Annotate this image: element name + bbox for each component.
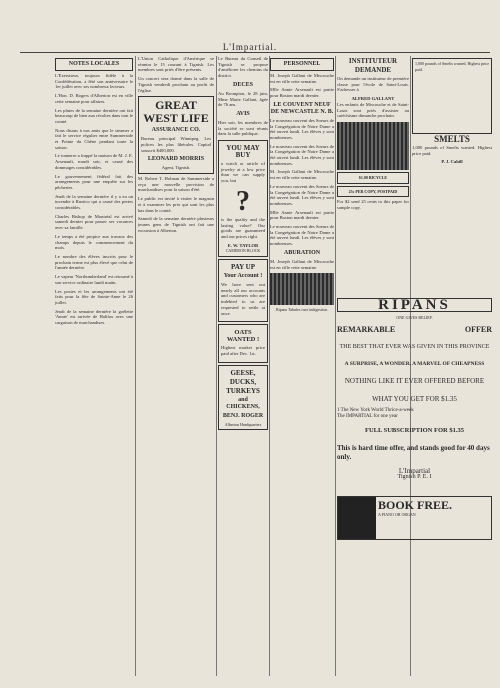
ad-line: GEESE, bbox=[230, 368, 256, 377]
local-note: Le nombre des élèves inscrits pour le prochain terme est plus élevé que celui de l'année dernière. bbox=[55, 253, 133, 271]
remarkable-offer-heading bbox=[337, 327, 492, 333]
ad-line: DUCKS, bbox=[229, 377, 257, 386]
ad-text: Highest market price paid after Dec. 1st. bbox=[221, 345, 265, 356]
ripans-ad-subtitle: ONE GIVES RELIEF. bbox=[396, 315, 433, 320]
ad-text: We have sent out nearly all our accounts and customers who are indebted to us are requested to settle at once. bbox=[221, 282, 265, 316]
signature-line: L'Impartial bbox=[398, 467, 431, 475]
article-text: Le nouveau couvent des Soeurs de la Congrégation de Notre Dame a été ouvert lundi. Les élèves y sont nombreuses. bbox=[270, 143, 334, 166]
article-text: Le Bureau du Conseil de Tignish se propose d'améliorer les chemins du district. bbox=[218, 56, 268, 79]
ad-heading: PAY UP bbox=[230, 263, 256, 272]
advertiser-name: P. J. Cahill bbox=[441, 159, 463, 165]
article-text: Les enfants de Miscouche et de Saint-Louis sont priés d'assister au catéchisme dimanche prochain. bbox=[337, 101, 409, 119]
local-note: Les pluies de la semaine dernière ont fait beaucoup de bien aux récoltes dans tout le comté. bbox=[55, 107, 133, 124]
agent-place: Agent, Tignish. bbox=[161, 165, 191, 171]
book-free-ad-text bbox=[376, 497, 491, 539]
offer-line: WHAT YOU GET FOR $1.35 bbox=[372, 395, 457, 403]
piano-illustration bbox=[338, 497, 376, 539]
article-text: M. Joseph Gallant de Miscouche est en ville cette semaine. bbox=[270, 73, 334, 84]
advertiser-name: ALFRED GALLANT bbox=[351, 96, 395, 102]
article-text: 1,000 pounds of Smelts wanted. Highest price paid. bbox=[412, 145, 492, 156]
article-text: Un concert sera donné dans la salle de Tignish vendredi prochain au profit de l'église. bbox=[138, 76, 214, 93]
ad-subheading: ASSURANCE CO. bbox=[151, 127, 201, 134]
local-note: L'Exersiseur, toujours fidèle à la Confédération, a fêté son anniversaire le 1er juillet avec ses nombreux lecteurs. bbox=[55, 73, 133, 90]
article-text: On demande un instituteur de première classe pour l'école de Saint-Louis. S'adresser à bbox=[337, 76, 409, 93]
local-note: Le vapeur 'Northumberland' est retourné à son service ordinaire lundi matin. bbox=[55, 274, 133, 285]
article-text: For $2 send 25 cents to this paper for sample copy. bbox=[337, 199, 409, 211]
article-text: Le nouveau couvent des Soeurs de la Congrégation de Notre Dame a été ouvert lundi. Les élèves y sont nombreuses. bbox=[270, 183, 334, 206]
bicycle-ad-image bbox=[337, 122, 409, 170]
book-free-ad bbox=[337, 496, 492, 540]
offer-line: This is hard time offer, and stands good for 40 days only. bbox=[337, 444, 490, 461]
article-text: Le public est invité à visiter le magasin et à examiner les prix qui sont les plus bas dans le comté. bbox=[138, 196, 214, 213]
local-note: Le temps a été propice aux travaux des champs depuis le commencement du mois. bbox=[55, 233, 133, 251]
divider bbox=[20, 52, 490, 53]
section-heading: SMELTS bbox=[434, 134, 470, 144]
section-heading: NOTES LOCALES bbox=[55, 58, 133, 71]
agent-name: LEONARD MORRIS bbox=[147, 156, 205, 163]
ad-heading: BOOK FREE. bbox=[378, 498, 453, 512]
local-note: Jeudi de la semaine dernière la goélette 'Annie' est arrivée de Halifax avec une cargaison de marchandises. bbox=[55, 308, 133, 326]
question-mark: ? bbox=[236, 185, 250, 217]
local-note: Le gouvernement fédéral fait des arrangements pour une enquête sur les pêcheries. bbox=[55, 173, 133, 190]
ad-name: E. W. TAYLOR bbox=[227, 242, 259, 248]
article-text: Mlle Annie Arsenault est partie pour Boston mardi dernier. bbox=[270, 209, 334, 221]
local-note: Charles Bishop de Montréal est arrivé samedi dernier pour passer ses vacances avec sa famille. bbox=[55, 213, 133, 231]
section-heading: ABURATION bbox=[283, 249, 321, 256]
section-heading: DECES bbox=[232, 81, 253, 88]
column-two bbox=[138, 56, 214, 676]
section-heading: PERSONNEL bbox=[270, 58, 334, 71]
image-caption: Ripans Tabules cure indigestion. bbox=[275, 307, 329, 313]
section-heading: INSTITUTEUR bbox=[348, 57, 398, 65]
section-heading: AVIS bbox=[236, 110, 250, 117]
article-text: Au Brompton, le 28 juin, Mme Marie Gallant, âgée de 76 ans. bbox=[218, 90, 268, 108]
offer-line: The IMPARTIAL for one year bbox=[337, 414, 398, 419]
offer-line: A SURPRISE, A WONDER, A MARVEL OF CHEAPNESS bbox=[344, 361, 485, 367]
page-title: L'Impartial. bbox=[222, 42, 278, 52]
column-rule bbox=[335, 56, 336, 676]
local-note: Les postes et les arrangements ont été faits pour la fête de Sainte-Anne le 26 juillet. bbox=[55, 288, 133, 305]
ad-subheading: Your Account ! bbox=[223, 273, 263, 280]
offer-word: REMARKABLE bbox=[337, 325, 396, 334]
local-note: Jeudi de la semaine dernière il y a eu un incendie à Rustico qui a causé des pertes considérables. bbox=[55, 193, 133, 211]
ad-line: TURKEYS bbox=[226, 386, 260, 395]
ad-heading: OATS WANTED ! bbox=[226, 329, 260, 344]
article-text: Samedi de la semaine dernière plusieurs jeunes gens de Tignish ont fait une excursion à Alberton. bbox=[138, 216, 214, 233]
ripans-ad-image bbox=[270, 273, 334, 305]
offer-line: THE BEST THAT EVER WAS GIVEN IN THIS PROVINCE bbox=[339, 344, 490, 350]
ad-heading: YOU MAY BUY bbox=[226, 144, 260, 160]
article-text: Hier soir, les membres de la société se sont réunis dans la salle publique. bbox=[218, 119, 268, 137]
article-text: 1,000 pounds of Smelts wanted. Highest price paid. bbox=[415, 61, 489, 72]
offer-line: 1 The New York World Thrice-a-week bbox=[337, 408, 414, 413]
signature-line: Tignish P. E. I bbox=[397, 474, 432, 480]
article-text: M. Robert T. Holman de Summerside a reçu une nouvelle provision de marchandises pour la saison d'été. bbox=[138, 176, 214, 193]
ad-place: Alberton Headquarters bbox=[224, 421, 262, 427]
pay-up-ad bbox=[218, 259, 268, 322]
local-notes-list bbox=[55, 73, 133, 326]
oats-ad bbox=[218, 324, 268, 362]
section-heading: LE COUVENT NEUF DE NEWCASTLE N. B. bbox=[270, 101, 334, 115]
bicycle-ad-label: $1.00 BICYCLE bbox=[337, 172, 409, 184]
ad-heading: GREAT WEST LIFE bbox=[143, 98, 209, 126]
offer-line: FULL SUBSCRIPTION FOR $1.35 bbox=[365, 427, 464, 434]
right-ads-block bbox=[337, 295, 492, 540]
ad-text: A PIANO OR ORGAN bbox=[378, 512, 416, 517]
notice-box bbox=[412, 58, 492, 134]
ad-name: BENJ. ROGER bbox=[222, 412, 264, 419]
ad-line: and CHICKENS, bbox=[226, 396, 260, 410]
local-note: Nous disons à nos amis que le steamer a fait le service régulier entre Summerside et Pointe du Chêne pendant toute la saison. bbox=[55, 127, 133, 150]
column-four bbox=[270, 56, 334, 676]
column-rule bbox=[216, 56, 217, 676]
ad-place: CAMERON BLOCK bbox=[225, 248, 261, 254]
article-text: M. Joseph Gallant de Miscouche est en ville cette semaine. bbox=[270, 258, 334, 270]
offer-word: OFFER bbox=[464, 325, 492, 334]
offer-line: NOTHING LIKE IT EVER OFFERED BEFORE bbox=[344, 377, 485, 385]
local-note: Le tonnerre a frappé la maison de M. J. E. Arsenault, mardi soir, et causé des dommages considérables. bbox=[55, 153, 133, 170]
ad-text: is the quality and the lasting value? Our goods are guaranteed and our prices right. bbox=[221, 216, 265, 239]
ad-text: Bureau principal Winnipeg. Les polices les plus libérales. Capital souscrit $400,000. bbox=[141, 136, 211, 153]
ad-text: a watch or article of jewelry at a low price than we can supply you, but bbox=[221, 161, 265, 184]
jewelry-ad bbox=[218, 140, 268, 257]
column-local-notes bbox=[55, 56, 133, 676]
life-insurance-ad bbox=[138, 96, 214, 174]
article-text: M. Joseph Gallant de Miscouche est en ville cette semaine. bbox=[270, 169, 334, 181]
bicycle-ad-price: 25c PER COPY, POSTPAID bbox=[337, 186, 409, 198]
article-text: L'Union Catholique d'Amérique se réunira le 15 courant à Tignish. Les membres sont priés d'être présents. bbox=[138, 56, 214, 73]
column-three bbox=[218, 56, 268, 676]
local-note: L'Hon. D. Rogers d'Alberton est en ville cette semaine pour affaires. bbox=[55, 93, 133, 104]
poultry-ad bbox=[218, 365, 268, 431]
ripans-ad-title: RIPANS bbox=[337, 298, 492, 312]
article-text: Le nouveau couvent des Soeurs de la Congrégation de Notre Dame a été ouvert lundi. Les élèves y sont nombreuses. bbox=[270, 117, 334, 140]
column-rule bbox=[135, 56, 136, 676]
section-heading: DEMANDE bbox=[354, 66, 392, 74]
article-text: Mlle Annie Arsenault est partie pour Boston mardi dernier. bbox=[270, 87, 334, 99]
article-text: Le nouveau couvent des Soeurs de la Congrégation de Notre Dame a été ouvert lundi. Les élèves y sont nombreuses. bbox=[270, 224, 334, 247]
